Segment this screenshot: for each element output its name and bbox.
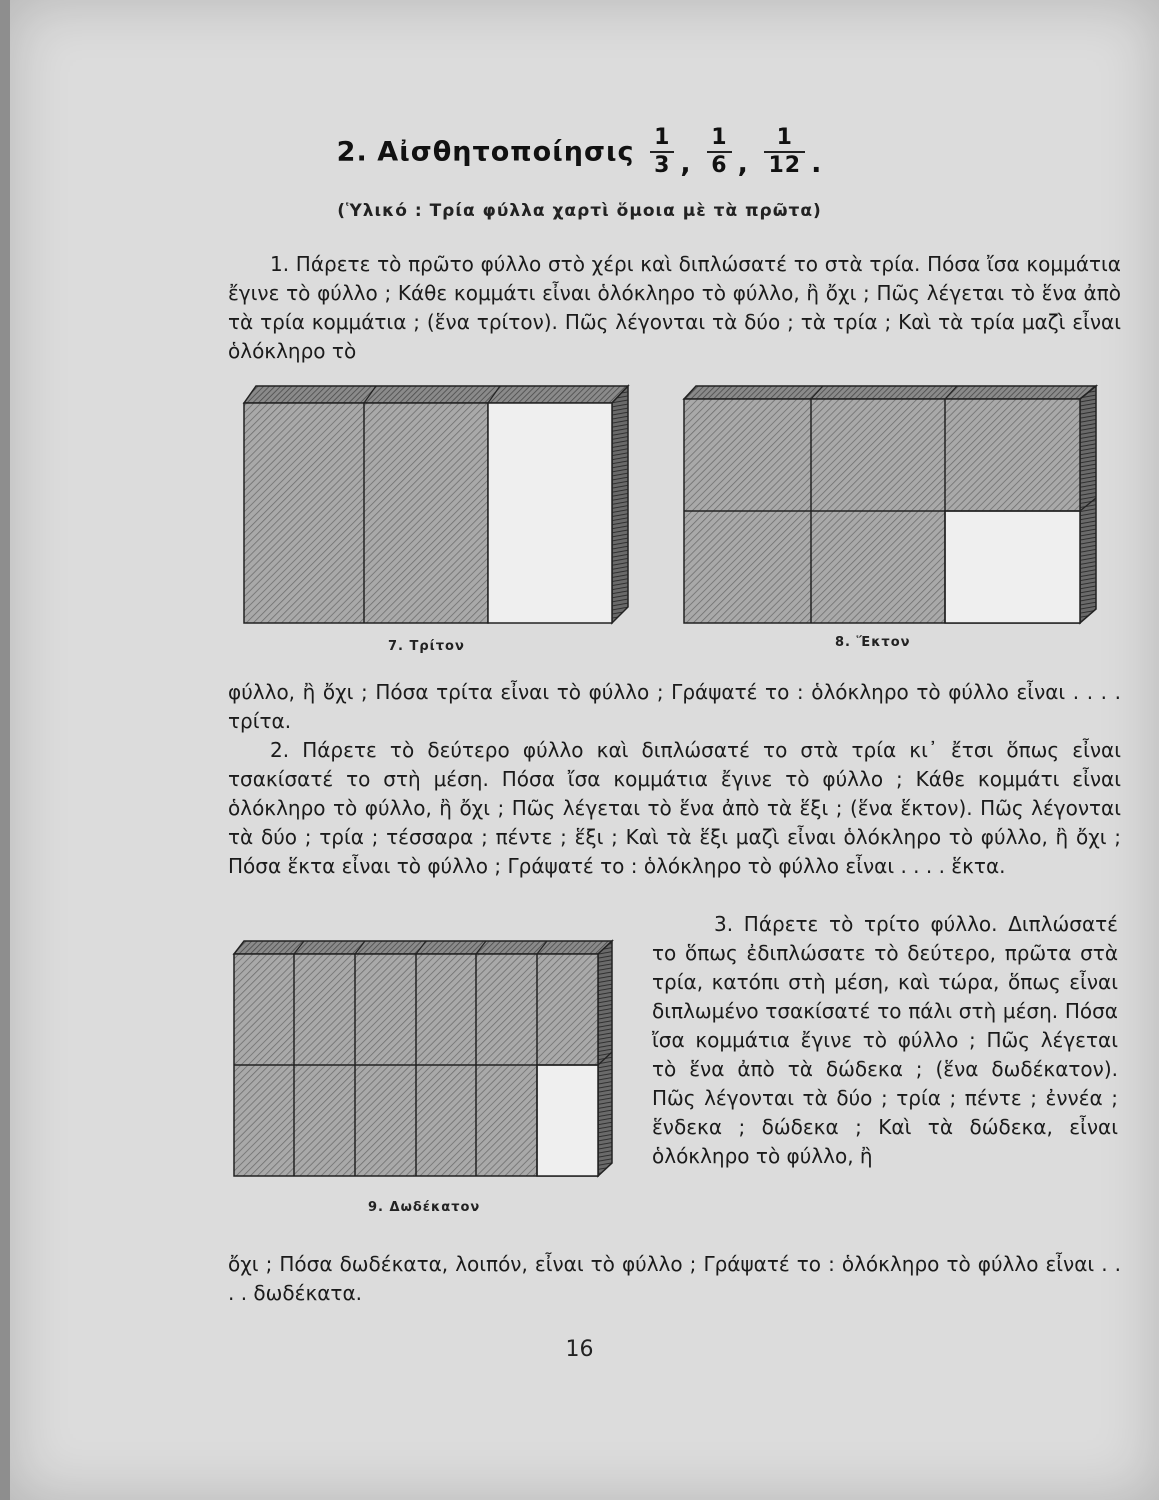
paragraph-3-block xyxy=(652,910,1118,1171)
fraction-one-sixth xyxy=(707,125,731,179)
fraction-numerator: 1 xyxy=(654,125,671,150)
paragraph-3-continuation-block xyxy=(228,1250,1121,1308)
paragraph-1-continuation: φύλλο, ἢ ὄχι ; Πόσα τρίτα εἶναι τὸ φύλλο ; Γράψατέ το : ὁλόκληρο τὸ φύλλο εἶναι . . . . τρίτα. xyxy=(228,680,1121,733)
paragraph-1 xyxy=(228,250,1121,366)
one-twelfth-part xyxy=(537,1065,598,1176)
page-number: 16 xyxy=(565,1337,594,1362)
figure-top-edge xyxy=(244,386,628,403)
shaded-part xyxy=(244,403,488,623)
fraction-numerator: 1 xyxy=(776,125,793,150)
one-sixth-part xyxy=(945,511,1080,623)
section-heading xyxy=(0,125,1159,179)
fraction-one-third xyxy=(650,125,674,179)
figure-side-edge xyxy=(612,386,628,623)
one-third-part xyxy=(488,403,612,623)
paragraph-3-text: 3. Πάρετε τὸ τρίτο φύλλο. Διπλώσατέ το ὅπως ἐδιπλώσατε τὸ δεύτερο, πρῶτα στὰ τρία, κατόπι στὴ μέση, καὶ τώρα, ὅπως εἶναι διπλωμένο τσακίσατέ το πάλι στὴ μέση. Πόσα ἴσα κομμάτια ἔγινε τὸ φύλλο ; Πῶς λέγεται τὸ ἕνα ἀπὸ τὰ δώδεκα ; (ἕνα δωδέκατον). Πῶς λέγονται τὰ δύο ; τρία ; πέντε ; ἐννέα ; ἕνδεκα ; δώδεκα ; Καὶ τὰ δώδεκα, εἶναι ὁλόκληρο τὸ φύλλο, ἢ xyxy=(652,912,1118,1168)
paragraph-3-continuation: ὄχι ; Πόσα δωδέκατα, λοιπόν, εἶναι τὸ φύλλο ; Γράψατέ το : ὁλόκληρο τὸ φύλλο εἶναι . . . . δωδέκατα. xyxy=(228,1252,1121,1305)
heading-label: Αἰσθητοποίησις xyxy=(377,136,635,168)
heading-end: . xyxy=(811,148,823,179)
figure-top-edge xyxy=(684,386,1096,399)
materials-note: (Ὑλικό : Τρία φύλλα χαρτὶ ὅμοια μὲ τὰ πρῶτα) xyxy=(337,201,822,221)
heading-number: 2. xyxy=(336,136,368,168)
fraction-denominator: 6 xyxy=(707,151,731,179)
paragraph-2-text: 2. Πάρετε τὸ δεύτερο φύλλο καὶ διπλώσατέ το στὰ τρία κι᾿ ἔτσι ὅπως εἶναι τσακίσατέ το στὴ μέση. Πόσα ἴσα κομμάτια ἔγινε τὸ φύλλο ; Κάθε κομμάτι εἶναι ὁλόκληρο τὸ φύλλο, ἢ ὄχι ; Πῶς λέγεται τὸ ἕνα ἀπὸ τὰ ἕξι ; (ἕνα ἕκτον). Πῶς λέγονται τὰ δύο ; τρία ; τέσσαρα ; πέντε ; ἕξι ; Καὶ τὰ ἕξι μαζὶ εἶναι ὁλόκληρο τὸ φύλλο, ἢ ὄχι ; Πόσα ἕκτα εἶναι τὸ φύλλο ; Γράψατέ το : ὁλόκληρο τὸ φύλλο εἶναι . . . . ἕκτα. xyxy=(228,738,1121,878)
figure-top-edge xyxy=(234,941,612,954)
fraction-numerator: 1 xyxy=(711,125,728,150)
figure-twelfths xyxy=(226,938,616,1178)
figure-sixths xyxy=(678,383,1098,633)
heading-separator: , xyxy=(737,148,749,179)
fraction-one-twelfth xyxy=(764,125,805,179)
figure-thirds xyxy=(238,383,630,633)
fraction-denominator: 12 xyxy=(764,151,805,179)
figure-9-caption: 9. Δωδέκατον xyxy=(368,1200,481,1215)
figure-7-caption: 7. Τρίτον xyxy=(388,639,465,654)
figure-8-caption: 8. Ἕκτον xyxy=(835,635,911,650)
heading-separator: , xyxy=(680,148,692,179)
paragraph-2-block xyxy=(228,678,1121,881)
paragraph-1-text: 1. Πάρετε τὸ πρῶτο φύλλο στὸ χέρι καὶ διπλώσατέ το στὰ τρία. Πόσα ἴσα κομμάτια ἔγινε τὸ φύλλο ; Κάθε κομμάτι εἶναι ὁλόκληρο τὸ φύλλο, ἢ ὄχι ; Πῶς λέγεται τὸ ἕνα ἀπὸ τὰ τρία κομμάτια ; (ἕνα τρίτον). Πῶς λέγονται τὰ δύο ; τὰ τρία ; Καὶ τὰ τρία μαζὶ εἶναι ὁλόκληρο τὸ xyxy=(228,252,1121,363)
fraction-denominator: 3 xyxy=(650,151,674,179)
